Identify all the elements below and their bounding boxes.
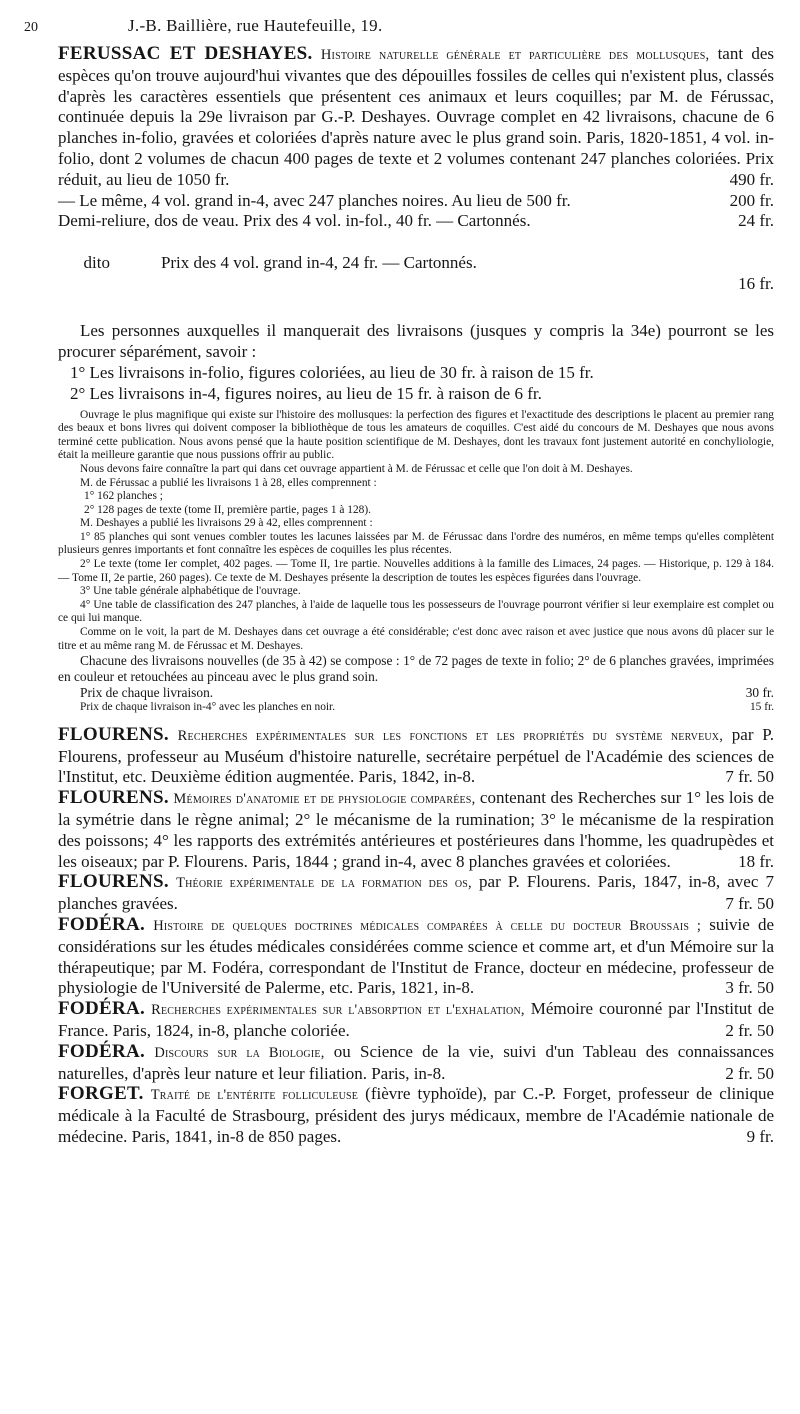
ferussac-price4: 16 fr. (738, 273, 774, 293)
ferussac-note4a: 1° 85 planches qui sont venues combler toutes les lacunes laissées par M. de Férussac dans l'ordre des numéros, en même temps qu'elles complètent plusieurs genres importants et font connaître les espèces de coquilles les plus récentes. (58, 530, 774, 557)
ferussac-title: FERUSSAC ET DESHAYES. (58, 43, 313, 64)
fodera3-subtitle: Discours sur la Biologie, (154, 1044, 325, 1061)
entry-ferussac (58, 44, 774, 715)
ferussac-line2-text: — Le même, 4 vol. grand in-4, avec 247 planches noires. Au lieu de 500 fr. (58, 190, 571, 210)
ferussac-item1: 1° Les livraisons in-folio, figures coloriées, au lieu de 30 fr. à raison de 15 fr. (70, 362, 594, 382)
ferussac-note4: M. Deshayes a publié les livraisons 29 à 42, elles comprennent : (80, 517, 373, 530)
ferussac-note6-price-line (58, 685, 774, 701)
flourens3-text: par P. Flourens. Paris, 1847, in-8, avec 7 planches gravées. (58, 872, 774, 914)
flourens2-subtitle: Mémoires d'anatomie et de physiologie comparées, (173, 791, 476, 808)
ferussac-note2: Nous devons faire connaître la part qui dans cet ouvrage appartient à M. de Férussac et celle que l'on doit à M. Deshayes. (80, 462, 633, 475)
forget-title: FORGET. (58, 1083, 144, 1105)
fodera3-title: FODÉRA. (58, 1040, 146, 1062)
forget-price: 9 fr. (746, 1126, 774, 1146)
running-head-text: J.-B. Baillière, rue Hautefeuille, 19. (128, 16, 383, 35)
ferussac-line2 (58, 191, 774, 212)
entry-fodera-1 (58, 915, 774, 999)
ferussac-price3: 24 fr. (738, 211, 774, 231)
page-number: 20 (24, 20, 38, 35)
fodera3-text: ou Science de la vie, suivi d'un Tableau des connaissances naturelles, d'après leur nature et leur filiation. Paris, in-8. (58, 1041, 775, 1083)
fodera1-price: 3 fr. 50 (725, 978, 774, 998)
flourens2-price: 18 fr. (738, 851, 774, 871)
fodera2-text: Mémoire couronné par l'Institut de France. Paris, 1824, in-8, planche coloriée. (58, 999, 775, 1040)
entry-forget (58, 1084, 774, 1147)
flourens1-title: FLOURENS. (58, 723, 169, 745)
ferussac-note3a: 1° 162 planches ; (84, 490, 163, 503)
flourens1-price: 7 fr. 50 (725, 767, 774, 787)
fodera2-subtitle: Recherches expérimentales sur l'absorption et l'exhalation, (151, 1002, 525, 1019)
entry-flourens-3 (58, 872, 774, 915)
entry-fodera-2 (58, 999, 774, 1042)
flourens2-text: contenant des Recherches sur 1° les lois de la symétrie dans le règne animal; 2° le mécanisme de la rumination; 3° le mécanisme de la respiration des poissons; 4° les rapports des extrémités antérieures et postérieures dans l'homme, les quadrupèdes et les oiseaux; par P. Flourens. Paris, 1844 ; grand in-4, avec 8 planches gravées et coloriées. (58, 788, 775, 871)
ferussac-line3-text: Demi-reliure, dos de veau. Prix des 4 vol. in-fol., 40 fr. — Cartonnés. (58, 211, 531, 231)
fodera1-title: FODÉRA. (58, 914, 146, 935)
fodera3-price: 2 fr. 50 (725, 1063, 774, 1083)
entry-fodera-3 (58, 1042, 774, 1085)
entry-flourens-2 (58, 788, 774, 872)
ferussac-line4 (58, 232, 774, 315)
ferussac-line4-text: dito Prix des 4 vol. grand in-4, 24 fr. — Cartonnés. (83, 252, 477, 272)
ferussac-price2: 200 fr. (729, 190, 774, 210)
flourens1-subtitle: Recherches expérimentales sur les fonctions et les propriétés du système nerveux, (177, 727, 724, 744)
fodera1-subtitle: Histoire de quelques doctrines médicales comparées à celle du docteur Broussais ; (153, 918, 702, 934)
ferussac-note3b: 2° 128 pages de texte (tome II, première partie, pages 1 à 128). (84, 503, 371, 516)
ferussac-note4b: 2° Le texte (tome Ier complet, 402 pages. — Tome II, 1re partie. Nouvelles additions à la famille des Limaces, 24 pages. — Historique, p. 129 à 184. — Tome II, 2e partie, 260 pages). Ce texte de M. Deshayes présente la description de toutes les espèces figurées dans l'ouvrage. (58, 558, 774, 584)
flourens2-title: FLOURENS. (58, 787, 169, 809)
ferussac-note3: M. de Férussac a publié les livraisons 1 à 28, elles comprennent : (80, 476, 377, 489)
fodera2-price: 2 fr. 50 (725, 1020, 774, 1040)
ferussac-note4c: 3° Une table générale alphabétique de l'ouvrage. (80, 585, 301, 598)
entry-flourens-1 (58, 725, 774, 788)
ferussac-note6-price-label: Prix de chaque livraison. (80, 685, 214, 701)
ferussac-main (58, 44, 774, 191)
ferussac-item2: 2° Les livraisons in-4, figures noires, au lieu de 15 fr. à raison de 6 fr. (70, 383, 542, 403)
ferussac-persons: Les personnes auxquelles il manquerait des livraisons (jusques y compris la 34e) pourront se les procurer séparément, savoir : (58, 321, 774, 362)
ferussac-note7-line (58, 701, 774, 715)
ferussac-price1: 490 fr. (729, 169, 774, 189)
ferussac-text: tant des espèces qu'on trouve aujourd'hui vivantes que des dépouilles fossiles de celles qui n'existent plus, classés d'après les caractères essentiels que présentent ces animaux et leurs coquilles; par M. de Férussac, continuée depuis la 29e livraison par G.-P. Deshayes. Ouvrage complet en 42 livraisons, chacune de 6 planches in-folio, gravées et coloriées d'après nature avec le plus grand soin. Paris, 1820-1851, 4 vol. in-folio, dont 2 volumes de chacun 400 pages de texte et 2 volumes contenant 247 planches coloriées. Prix réduit, au lieu de 1050 fr. (58, 44, 775, 189)
ferussac-line3 (58, 211, 774, 232)
ferussac-note6: Chacune des livraisons nouvelles (de 35 à 42) se compose : 1° de 72 pages de texte in folio; 2° de 6 planches gravées, imprimées en couleur et retouchées au pinceau avec le plus grand soin. (58, 653, 774, 685)
flourens3-title: FLOURENS. (58, 871, 169, 893)
ferussac-note4d: 4° Une table de classification des 247 planches, à l'aide de laquelle tous les possesseurs de l'ouvrage pourront vérifier si leur exemplaire est complet ou ce qui lui manque. (58, 598, 774, 625)
flourens3-subtitle: Théorie expérimentale de la formation des os, (176, 875, 472, 892)
ferussac-subtitle: Histoire naturelle générale et particulière des mollusques, (320, 47, 710, 63)
forget-subtitle: Traité de l'entérite folliculeuse (150, 1087, 359, 1104)
flourens3-price: 7 fr. 50 (725, 894, 774, 914)
fodera2-title: FODÉRA. (58, 998, 146, 1020)
ferussac-note5: Comme on le voit, la part de M. Deshayes dans cet ouvrage a été considérable; c'est donc avec raison et avec justice que nous avons dû placer sur le titre et au même rang M. de Férussac et M. Deshayes. (58, 626, 774, 652)
ferussac-note1: Ouvrage le plus magnifique qui existe sur l'histoire des mollusques: la perfection des figures et l'exactitude des descriptions le placent au premier rang des beaux et bons livres qui doivent composer la bibliothèque de tous les amateurs de coquilles. C'est aidé du concours de M. Deshayes que nous avons terminé cette publication. Nous avons pensé que la haute position scientifique de M. Deshayes, dont les travaux font justement autorité en conchyliologie, était la meilleure garantie que nous pussions offrir au public. (58, 408, 774, 462)
ferussac-note7-label: Prix de chaque livraison in-4° avec les planches en noir. (80, 701, 336, 714)
ferussac-note6-price: 30 fr. (745, 685, 774, 701)
fodera1-text: suivie de considérations sur les études médicales considérées comme science et comme art, et d'un Mémoire sur la thérapeutique; par M. Fodéra, correspondant de l'Institut de France, docteur en médecine, professeur de physiologie de l'Université de Palerme, etc. Paris, 1821, in-8. (58, 915, 774, 998)
ferussac-note7-price: 15 fr. (749, 701, 774, 714)
forget-text: (fièvre typhoïde), par C.-P. Forget, professeur de clinique médicale à la Faculté de Strasbourg, président des jurys médicaux, membre de l'Académie nationale de médecine. Paris, 1841, in-8 de 850 pages. (58, 1084, 775, 1146)
running-head (24, 14, 774, 44)
flourens1-text: par P. Flourens, professeur au Muséum d'histoire naturelle, secrétaire perpétuel de l'Académie des sciences de l'Institut, etc. Deuxième édition augmentée. Paris, 1842, in-8. (58, 724, 775, 787)
